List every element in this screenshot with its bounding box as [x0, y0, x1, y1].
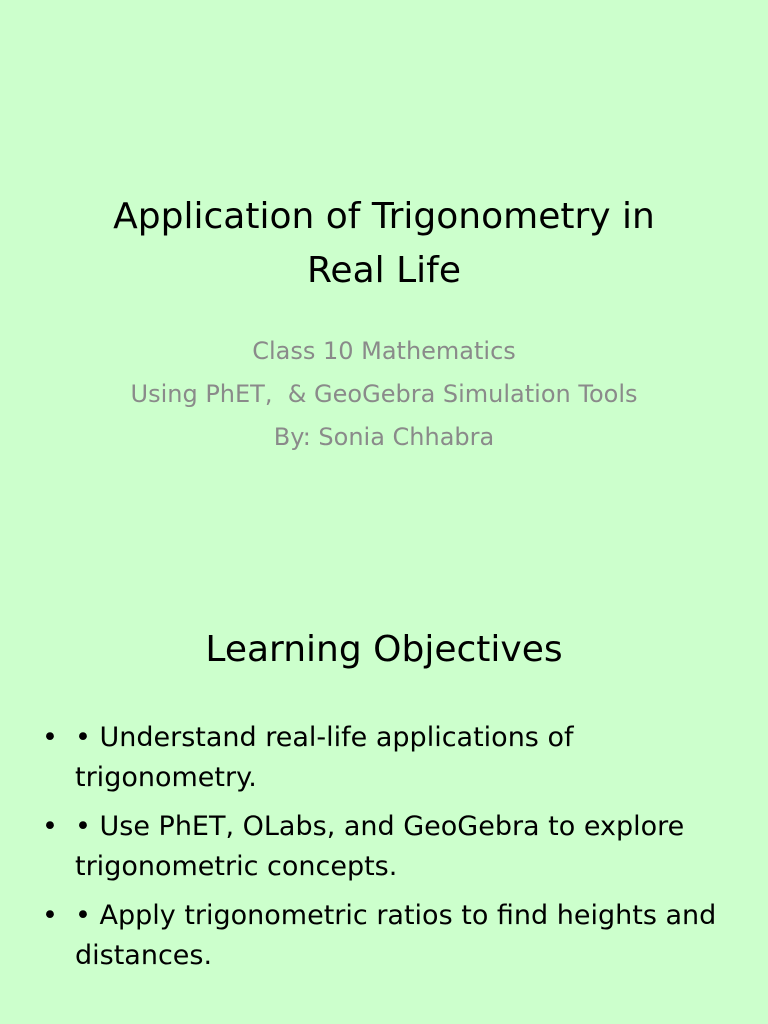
- list-item: [40, 896, 728, 976]
- objectives-title: Learning Objectives: [205, 629, 563, 670]
- slide-subtitle: [40, 330, 728, 459]
- subtitle-tools: Using PhET, & GeoGebra Simulation Tools: [130, 380, 638, 408]
- subtitle-author: By: Sonia Chhabra: [273, 423, 495, 451]
- objectives-list: [40, 718, 728, 985]
- list-item-text: • Use PhET, OLabs, and GeoGebra to explore trigonometric concepts.: [75, 811, 685, 882]
- slide-title-line-1: Application of Trigonometry in: [113, 196, 655, 237]
- list-item-text: • Understand real-life applications of trigonometry.: [75, 722, 574, 793]
- list-item-text: • Apply trigonometric ratios to find heights and distances.: [75, 900, 717, 971]
- subtitle-course: Class 10 Mathematics: [252, 337, 516, 365]
- bullet-icon: •: [42, 722, 58, 753]
- list-item: [40, 718, 728, 798]
- slide-title-line-2: Real Life: [307, 250, 461, 291]
- bullet-icon: •: [42, 811, 58, 842]
- slide-title: [40, 190, 728, 298]
- list-item: [40, 807, 728, 887]
- objectives-slide: [0, 512, 768, 1024]
- bullet-icon: •: [42, 900, 58, 931]
